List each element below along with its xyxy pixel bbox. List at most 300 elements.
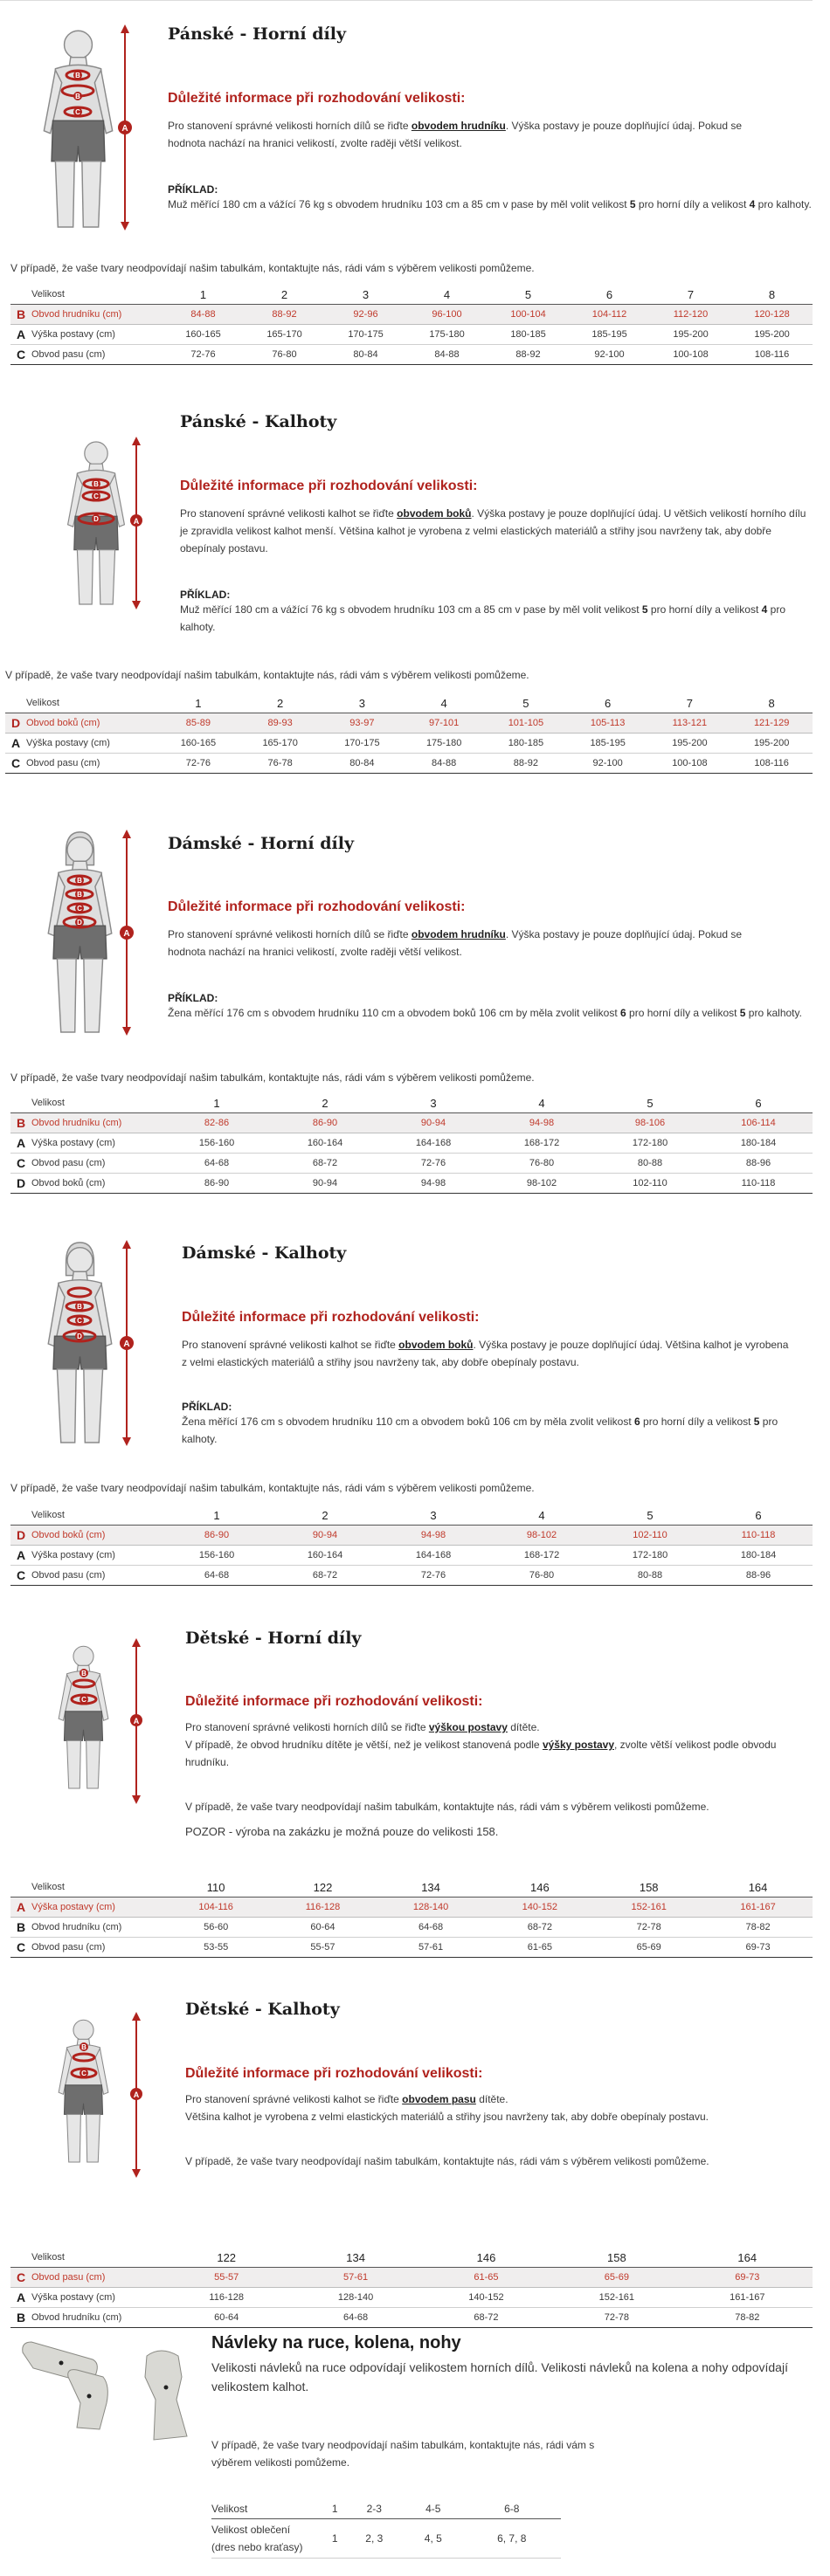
table-cell: 94-98 [379,1174,488,1194]
svg-text:D: D [93,515,99,523]
table-cell: 92-100 [567,754,649,774]
info-paragraph: Pro stanovení správné velikosti kalhot se řiďte obvodem pasu dítěte. Většina kalhot je vyrobena z velmi elastických materiálů a střihy jsou navrženy tak, aby dobře obepínaly postavu. [185,2093,709,2123]
size-header-cell: 134 [290,2248,420,2268]
measure-letter: C [10,345,31,365]
table-cell: 64-68 [163,1566,271,1586]
contact-note: V případě, že vaše tvary neodpovídají našim tabulkám, kontaktujte nás, rádi vám s výběrem velikosti pomůžeme. [211,2439,595,2469]
measure-letter: C [10,1154,31,1174]
header-cell: Velikost [211,2499,325,2519]
table-cell: 165-170 [244,325,325,345]
table-cell: 76-80 [244,345,325,365]
info-paragraph: Pro stanovení správné velikosti horních dílů se řiďte obvodem hrudníku. Výška postavy je pouze doplňující údaj. Pokud se hodnota nachází na hranici velikostí, zvolte raději větší velikost. [168,120,743,149]
table-cell: 72-78 [594,1918,703,1938]
svg-text:A: A [123,1340,130,1349]
table-cell: 164-168 [379,1133,488,1154]
table-cell: 76-80 [488,1566,596,1586]
table-cell: 82-86 [163,1113,271,1133]
female-body-figure [42,1240,138,1450]
measure-label: Výška postavy (cm) [31,1133,163,1154]
table-cell: 128-140 [377,1898,486,1918]
table-cell: 116-128 [269,1898,376,1918]
header-spacer [10,285,31,305]
table-cell: 76-78 [239,754,322,774]
size-header-cell: 2 [271,1505,379,1526]
size-header-label: Velikost [31,1877,163,1898]
measure-label: Obvod hrudníku (cm) [31,2308,163,2328]
size-header-cell: 5 [488,285,569,305]
example-paragraph: Žena měřící 176 cm s obvodem hrudníku 110 cm a obvodem boků 106 cm by měla zvolit velikost 6 pro horní díly a velikost 5 pro kalhoty. [168,1007,802,1019]
measure-label: Obvod pasu (cm) [31,1566,163,1586]
table-header-row [10,1505,813,1526]
male-body-figure [40,24,136,234]
table-header-row [10,2248,813,2268]
table-row [10,1526,813,1546]
svg-text:C: C [81,2070,86,2077]
section-title: Pánské - Kalhoty [180,412,337,431]
svg-text:A: A [133,2090,140,2099]
table-cell: 152-161 [551,2288,681,2308]
keyword-link: obvodem boků [397,507,472,520]
section-title: Návleky na ruce, kolena, nohy [211,2333,461,2352]
size-header-cell: 2 [244,285,325,305]
table-cell: 88-96 [704,1154,813,1174]
table-cell: 86-90 [163,1174,271,1194]
svg-text:B: B [81,1670,86,1677]
table-cell: 72-76 [157,754,239,774]
table-cell: 76-80 [488,1154,596,1174]
table-cell: 89-93 [239,713,322,734]
header-cell: 6-8 [463,2499,561,2519]
table-cell: 68-72 [485,1918,594,1938]
table-cell: 68-72 [271,1154,379,1174]
example-paragraph: Muž měřící 180 cm a vážící 76 kg s obvodem hrudníku 103 cm a 85 cm v pase by měl volit velikost 5 pro horní díly a velikost 4 pro kalhoty. [168,198,812,210]
keyword-link: obvodem hrudníku [411,928,506,940]
table-row [10,1898,813,1918]
table-cell: 161-167 [682,2288,813,2308]
contact-note: V případě, že vaše tvary neodpovídají našim tabulkám, kontaktujte nás, rádi vám s výběrem velikosti pomůžeme. [185,2155,709,2167]
table-row [10,325,813,345]
example-paragraph: Žena měřící 176 cm s obvodem hrudníku 110 cm a obvodem boků 106 cm by měla zvolit velikost 6 pro horní díly a velikost 5 pro kalhoty. [182,1415,778,1445]
table-cell: 180-184 [704,1546,813,1566]
table-cell: 160-164 [271,1546,379,1566]
table-cell: 64-68 [290,2308,420,2328]
table-cell: 100-108 [650,345,731,365]
contact-note: V případě, že vaše tvary neodpovídají našim tabulkám, kontaktujte nás, rádi vám s výběrem velikosti pomůžeme. [185,1801,709,1813]
table-row [211,2519,561,2559]
table-cell: 156-160 [163,1546,271,1566]
female-body-figure [42,830,138,1039]
table-cell: 78-82 [682,2308,813,2328]
table-cell: 84-88 [406,345,488,365]
table-cell: 53-55 [163,1938,269,1958]
svg-text:B: B [75,72,80,79]
important-title: Důležité informace při rozhodování velikosti: [168,91,466,106]
table-cell: 185-195 [567,734,649,754]
svg-text:D: D [77,1333,82,1340]
table-cell: 2, 3 [345,2519,404,2559]
table-cell: 92-96 [325,305,406,325]
size-header-cell: 146 [421,2248,551,2268]
table-cell: 165-170 [239,734,322,754]
table-cell: 85-89 [157,713,239,734]
table-cell: 1 [325,2519,345,2559]
header-cell: 4-5 [404,2499,462,2519]
size-header-cell: 6 [567,693,649,713]
svg-text:A: A [133,1717,140,1725]
measure-letter: B [10,305,31,325]
measure-label: Obvod boků (cm) [31,1174,163,1194]
custom-order-warning: POZOR - výroba na zakázku je možná pouze do velikosti 158. [185,1825,499,1838]
table-cell: 160-165 [163,325,244,345]
measure-label: Výška postavy (cm) [31,1546,163,1566]
measure-label: Obvod hrudníku (cm) [31,1918,163,1938]
svg-text:C: C [77,905,82,913]
table-cell: 72-76 [163,345,244,365]
size-header-cell: 122 [163,2248,290,2268]
table-cell: 57-61 [290,2268,420,2288]
size-header-cell: 3 [379,1093,488,1113]
top-divider [0,0,813,1]
table-cell: 72-78 [551,2308,681,2328]
table-cell: 69-73 [703,1938,813,1958]
size-table [10,1093,813,1194]
table-row [10,1113,813,1133]
size-header-cell: 146 [485,1877,594,1898]
svg-text:A: A [121,124,128,134]
svg-text:C: C [81,1696,86,1704]
table-row [10,305,813,325]
size-header-label: Velikost [31,2248,163,2268]
keyword-link: obvodem hrudníku [411,120,506,132]
header-spacer [10,2248,31,2268]
table-cell: 172-180 [596,1133,704,1154]
table-cell: 88-92 [488,345,569,365]
table-cell: 88-96 [704,1566,813,1586]
size-header-label: Velikost [31,1093,163,1113]
table-cell: 80-84 [322,754,404,774]
svg-text:A: A [133,517,140,526]
table-cell: 195-200 [731,325,813,345]
size-header-cell: 4 [406,285,488,305]
table-cell: 69-73 [682,2268,813,2288]
size-header-cell: 1 [163,1505,271,1526]
measure-letter: B [10,1113,31,1133]
table-cell: 195-200 [649,734,731,754]
table-cell: 64-68 [377,1918,486,1938]
table-cell: 80-88 [596,1566,704,1586]
table-row [10,2268,813,2288]
table-cell: 104-112 [569,305,650,325]
measure-letter: D [5,713,26,734]
child-body-figure [52,2008,149,2183]
table-cell: 72-76 [379,1566,488,1586]
header-spacer [10,1505,31,1526]
table-cell: 56-60 [163,1918,269,1938]
table-row [10,345,813,365]
size-header-cell: 110 [163,1877,269,1898]
measure-letter: D [10,1174,31,1194]
table-cell: 101-105 [485,713,567,734]
measure-label: Obvod pasu (cm) [31,345,163,365]
table-cell: 195-200 [650,325,731,345]
table-cell: 175-180 [406,325,488,345]
table-row [10,1546,813,1566]
table-row [10,1174,813,1194]
size-header-label: Velikost [31,1505,163,1526]
svg-text:B: B [93,480,99,488]
table-cell: 61-65 [421,2268,551,2288]
table-cell: 88-92 [485,754,567,774]
table-cell: 102-110 [596,1174,704,1194]
info-paragraph: Pro stanovení správné velikosti kalhot se řiďte obvodem boků. Výška postavy je pouze doplňující údaj. Většina kalhot je vyrobena z velmi elastických materiálů a střihy jsou navrženy tak, aby dobře obepínaly postavu. [182,1339,789,1368]
table-cell: 93-97 [322,713,404,734]
size-header-cell: 3 [325,285,406,305]
table-cell: 78-82 [703,1918,813,1938]
measure-label: Obvod pasu (cm) [26,754,157,774]
svg-text:B: B [75,93,80,100]
table-cell: 185-195 [569,325,650,345]
keyword-link: obvodem boků [398,1339,474,1351]
info-paragraph: Pro stanovení správné velikosti horních dílů se řiďte obvodem hrudníku. Výška postavy je pouze doplňující údaj. Pokud se hodnota nachází na hranici velikostí, zvolte raději větší velikost. [168,928,743,958]
table-header-row [10,285,813,305]
table-cell: 4, 5 [404,2519,462,2559]
table-cell: 96-100 [406,305,488,325]
measure-letter: B [10,1918,31,1938]
child-body-figure [52,1635,149,1809]
table-cell: 60-64 [163,2308,290,2328]
table-cell: 164-168 [379,1546,488,1566]
measure-letter: A [10,1133,31,1154]
table-cell: 152-161 [594,1898,703,1918]
table-row [10,1566,813,1586]
size-header-cell: 5 [485,693,567,713]
contact-note: V případě, že vaše tvary neodpovídají našim tabulkám, kontaktujte nás, rádi vám s výběrem velikosti pomůžeme. [10,1071,535,1084]
table-cell: 104-116 [163,1898,269,1918]
size-header-cell: 158 [551,2248,681,2268]
size-header-cell: 6 [704,1093,813,1113]
svg-text:A: A [123,929,130,939]
size-header-cell: 122 [269,1877,376,1898]
table-cell: 64-68 [163,1154,271,1174]
svg-text:B: B [81,2043,86,2051]
size-header-cell: 8 [730,693,813,713]
size-header-cell: 158 [594,1877,703,1898]
table-cell: 6, 7, 8 [463,2519,561,2559]
table-cell: 61-65 [485,1938,594,1958]
keyword-link: výšky postavy [542,1739,614,1751]
section-title: Dětské - Kalhoty [185,2000,340,2019]
table-cell: 140-152 [485,1898,594,1918]
table-cell: 170-175 [325,325,406,345]
svg-text:C: C [75,108,80,116]
table-cell: 98-106 [596,1113,704,1133]
table-cell: 180-185 [485,734,567,754]
table-row [10,1154,813,1174]
table-cell: 161-167 [703,1898,813,1918]
measure-label: Obvod pasu (cm) [31,1154,163,1174]
table-cell: 90-94 [271,1526,379,1546]
header-spacer [10,1877,31,1898]
table-cell: 110-118 [704,1526,813,1546]
example-label: PŘÍKLAD: [182,1401,232,1413]
measure-letter: A [10,2288,31,2308]
table-header-row [5,693,813,713]
section-title: Dětské - Horní díly [185,1629,362,1648]
size-header-label: Velikost [26,693,157,713]
table-cell: 121-129 [730,713,813,734]
table-cell: 98-102 [488,1174,596,1194]
table-row [5,713,813,734]
measure-label: Obvod boků (cm) [26,713,157,734]
svg-text:D: D [77,919,82,926]
size-header-cell: 134 [377,1877,486,1898]
info-paragraph: Pro stanovení správné velikosti kalhot se řiďte obvodem boků. Výška postavy je pouze doplňující údaj. U většich velikostí horního dílu je zpravidla velikost kalhot menší. Většina kalhot je vyrobena z velmi elastických materiálů a střihy jsou navrženy tak, aby dobře obepínaly postavu. [180,507,806,554]
table-header-row [10,1877,813,1898]
measure-letter: A [10,1546,31,1566]
section-title: Dámské - Horní díly [168,834,354,853]
keyword-link: obvodem pasu [402,2093,476,2105]
table-cell: 98-102 [488,1526,596,1546]
table-cell: 120-128 [731,305,813,325]
sleeves-description: Velikosti návleků na ruce odpovídají velikostem horních dílů. Velikosti návleků na kolena a nohy odpovídají velikostem kalhot. [211,2360,788,2393]
table-cell: 65-69 [594,1938,703,1958]
contact-note: V případě, že vaše tvary neodpovídají našim tabulkám, kontaktujte nás, rádi vám s výběrem velikosti pomůžeme. [10,1482,535,1494]
size-header-cell: 164 [703,1877,813,1898]
size-header-cell: 7 [649,693,731,713]
important-title: Důležité informace při rozhodování velikosti: [168,899,466,914]
info-paragraph: Pro stanovení správné velikosti horních dílů se řiďte výškou postavy dítěte. V případě, že obvod hrudníku dítěte je větší, než je velikost stanovená podle výšky postavy, zvolte větší velikost podle obvodu hrudníku. [185,1721,777,1768]
size-header-cell: 6 [569,285,650,305]
size-header-cell: 1 [163,1093,271,1113]
size-header-cell: 8 [731,285,813,305]
measure-label: Obvod pasu (cm) [31,2268,163,2288]
table-cell: 68-72 [421,2308,551,2328]
size-table [10,2248,813,2328]
size-table [10,1877,813,1958]
table-cell: 80-88 [596,1154,704,1174]
example-label: PŘÍKLAD: [168,992,218,1004]
size-header-cell: 3 [322,693,404,713]
table-cell: 57-61 [377,1938,486,1958]
measure-label: Obvod hrudníku (cm) [31,305,163,325]
table-cell: 172-180 [596,1546,704,1566]
table-cell: 108-116 [731,345,813,365]
example-label: PŘÍKLAD: [180,589,231,601]
important-title: Důležité informace při rozhodování velikosti: [182,1310,480,1325]
measure-letter: C [10,1566,31,1586]
size-table [10,1505,813,1586]
table-cell: 68-72 [271,1566,379,1586]
size-header-cell: 5 [596,1093,704,1113]
table-cell: 94-98 [488,1113,596,1133]
contact-note: V případě, že vaše tvary neodpovídají našim tabulkám, kontaktujte nás, rádi vám s výběrem velikosti pomůžeme. [10,262,535,274]
table-cell: 60-64 [269,1918,376,1938]
table-cell: 100-104 [488,305,569,325]
table-row [10,1133,813,1154]
table-cell: 90-94 [379,1113,488,1133]
table-row [10,2308,813,2328]
table-cell: 55-57 [163,2268,290,2288]
important-title: Důležité informace při rozhodování velikosti: [180,479,478,493]
size-header-cell: 3 [379,1505,488,1526]
table-cell: 180-184 [704,1133,813,1154]
table-cell: 156-160 [163,1133,271,1154]
size-header-cell: 4 [403,693,485,713]
size-header-cell: 1 [163,285,244,305]
table-header-row [211,2499,561,2519]
table-cell: 106-114 [704,1113,813,1133]
size-table [5,693,813,774]
table-cell: 168-172 [488,1546,596,1566]
table-cell: 140-152 [421,2288,551,2308]
table-row [5,754,813,774]
table-cell: 175-180 [403,734,485,754]
table-cell: 110-118 [704,1174,813,1194]
table-cell: 116-128 [163,2288,290,2308]
size-table [10,285,813,365]
table-cell: 86-90 [271,1113,379,1133]
table-cell: 72-76 [379,1154,488,1174]
table-cell: 108-116 [730,754,813,774]
measure-letter: C [5,754,26,774]
header-cell: 1 [325,2499,345,2519]
measure-label: Obvod pasu (cm) [31,1938,163,1958]
measure-letter: A [10,325,31,345]
size-header-cell: 2 [239,693,322,713]
table-cell: 105-113 [567,713,649,734]
svg-text:B: B [77,891,82,899]
table-row [5,734,813,754]
table-cell: 102-110 [596,1526,704,1546]
arm-leg-sleeves-image [16,2333,208,2447]
svg-text:B: B [77,877,82,885]
measure-label: Obvod boků (cm) [31,1526,163,1546]
svg-text:B: B [77,1303,82,1311]
measure-letter: D [10,1526,31,1546]
size-header-cell: 164 [682,2248,813,2268]
svg-text:C: C [77,1317,82,1325]
header-cell: 2-3 [345,2499,404,2519]
table-cell: 180-185 [488,325,569,345]
sleeve-size-table [211,2499,561,2559]
measure-label: Výška postavy (cm) [26,734,157,754]
table-row [10,1938,813,1958]
measure-label: Obvod hrudníku (cm) [31,1113,163,1133]
measure-label: Výška postavy (cm) [31,1898,163,1918]
table-cell: 86-90 [163,1526,271,1546]
example-paragraph: Muž měřící 180 cm a vážící 76 kg s obvodem hrudníku 103 cm a 85 cm v pase by měl volit velikost 5 pro horní díly a velikost 4 pro kalhoty. [180,603,786,633]
table-row [10,1918,813,1938]
table-cell: 90-94 [271,1174,379,1194]
table-cell: 100-108 [649,754,731,774]
table-cell: 88-92 [244,305,325,325]
important-title: Důležité informace při rozhodování velikosti: [185,1694,483,1709]
contact-note: V případě, že vaše tvary neodpovídají našim tabulkám, kontaktujte nás, rádi vám s výběrem velikosti pomůžeme. [5,669,529,681]
size-header-cell: 6 [704,1505,813,1526]
table-cell: 55-57 [269,1938,376,1958]
table-cell: 160-165 [157,734,239,754]
measure-label: Výška postavy (cm) [31,2288,163,2308]
section-title: Dámské - Kalhoty [182,1243,347,1263]
measure-letter: A [5,734,26,754]
row-label: Velikost oblečení (dres nebo kraťasy) [211,2519,325,2559]
svg-text:C: C [93,492,99,500]
table-cell: 112-120 [650,305,731,325]
measure-label: Výška postavy (cm) [31,325,163,345]
size-header-cell: 4 [488,1093,596,1113]
table-header-row [10,1093,813,1113]
size-header-cell: 1 [157,693,239,713]
